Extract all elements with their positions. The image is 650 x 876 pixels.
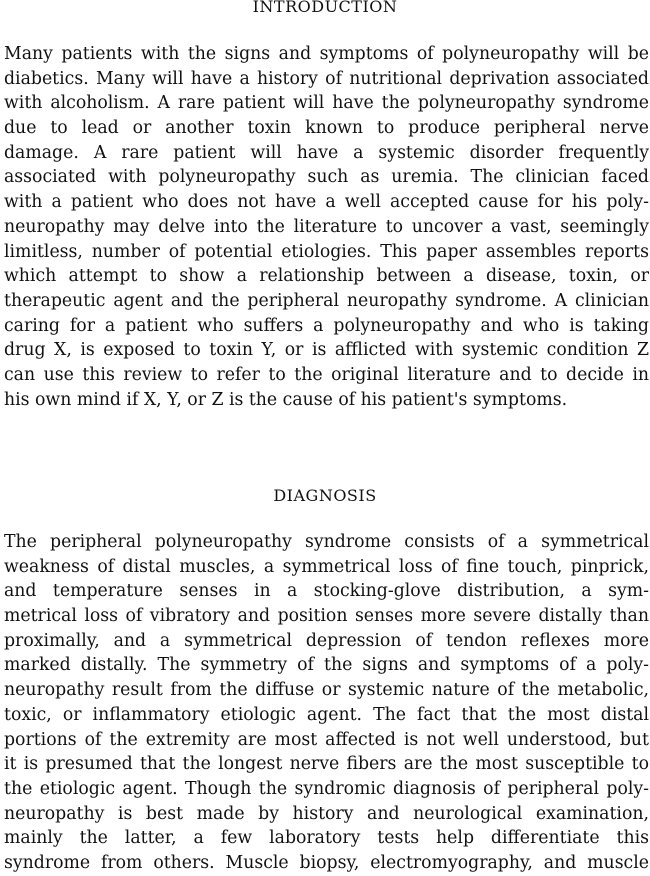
- text-line: neuropathy result from the diffuse or systemic nature of the metabolic,: [4, 680, 649, 701]
- diagnosis-heading: DIAGNOSIS: [273, 486, 377, 505]
- text-line: associated with polyneuropathy such as uremia. The clinician faced: [4, 167, 649, 188]
- diagnosis-paragraph: [4, 530, 649, 876]
- text-line: damage. A rare patient will have a systemic disorder frequently: [4, 142, 649, 163]
- text-line: mainly the latter, a few laboratory tests help differentiate this: [4, 828, 649, 849]
- text-line: toxic, or inflammatory etiologic agent. The fact that the most distal: [4, 704, 649, 725]
- text-line: neuropathy is best made by history and neurological examination,: [4, 803, 649, 824]
- text-line: due to lead or another toxin known to produce peripheral nerve: [4, 118, 649, 139]
- text-line: with a patient who does not have a well accepted cause for his poly-: [4, 192, 649, 213]
- text-line: The peripheral polyneuropathy syndrome consists of a symmetrical: [4, 532, 649, 552]
- introduction-heading: INTRODUCTION: [252, 0, 398, 16]
- text-line: limitless, number of potential etiologies. This paper assembles reports: [4, 241, 649, 262]
- text-line: with alcoholism. A rare patient will have the polyneuropathy syndrome: [4, 93, 649, 114]
- text-line: marked distally. The symmetry of the signs and symptoms of a poly-: [4, 655, 649, 676]
- text-line: his own mind if X, Y, or Z is the cause of his patient's symptoms.: [4, 389, 568, 410]
- text-line: Many patients with the signs and symptoms of polyneuropathy will be: [4, 44, 649, 64]
- text-line: diabetics. Many will have a history of nutritional deprivation associated: [4, 68, 649, 89]
- text-line: drug X, is exposed to toxin Y, or is afflicted with systemic condition Z: [4, 340, 649, 361]
- text-line: weakness of distal muscles, a symmetrical loss of fine touch, pinprick,: [4, 556, 649, 577]
- text-line: the etiologic agent. Though the syndromic diagnosis of peripheral poly-: [4, 778, 649, 799]
- text-line: proximally, and a symmetrical depression of tendon reflexes more: [4, 630, 649, 651]
- text-line: portions of the extremity are most affected is not well understood, but: [4, 729, 649, 750]
- text-line: neuropathy may delve into the literature to uncover a vast, seemingly: [4, 216, 649, 237]
- text-line: and temperature senses in a stocking-glove distribution, a sym-: [4, 581, 649, 602]
- text-line: syndrome from others. Muscle biopsy, electromyography, and muscle: [4, 852, 649, 873]
- text-line: therapeutic agent and the peripheral neuropathy syndrome. A clinician: [4, 290, 649, 311]
- text-line: can use this review to refer to the original literature and to decide in: [4, 364, 649, 385]
- text-line: caring for a patient who suffers a polyneuropathy and who is taking: [4, 315, 649, 336]
- introduction-paragraph: [4, 42, 649, 412]
- text-line: it is presumed that the longest nerve fibers are the most susceptible to: [4, 754, 649, 775]
- text-line: metrical loss of vibratory and position senses more severe distally than: [4, 606, 649, 627]
- text-line: which attempt to show a relationship between a disease, toxin, or: [4, 266, 649, 287]
